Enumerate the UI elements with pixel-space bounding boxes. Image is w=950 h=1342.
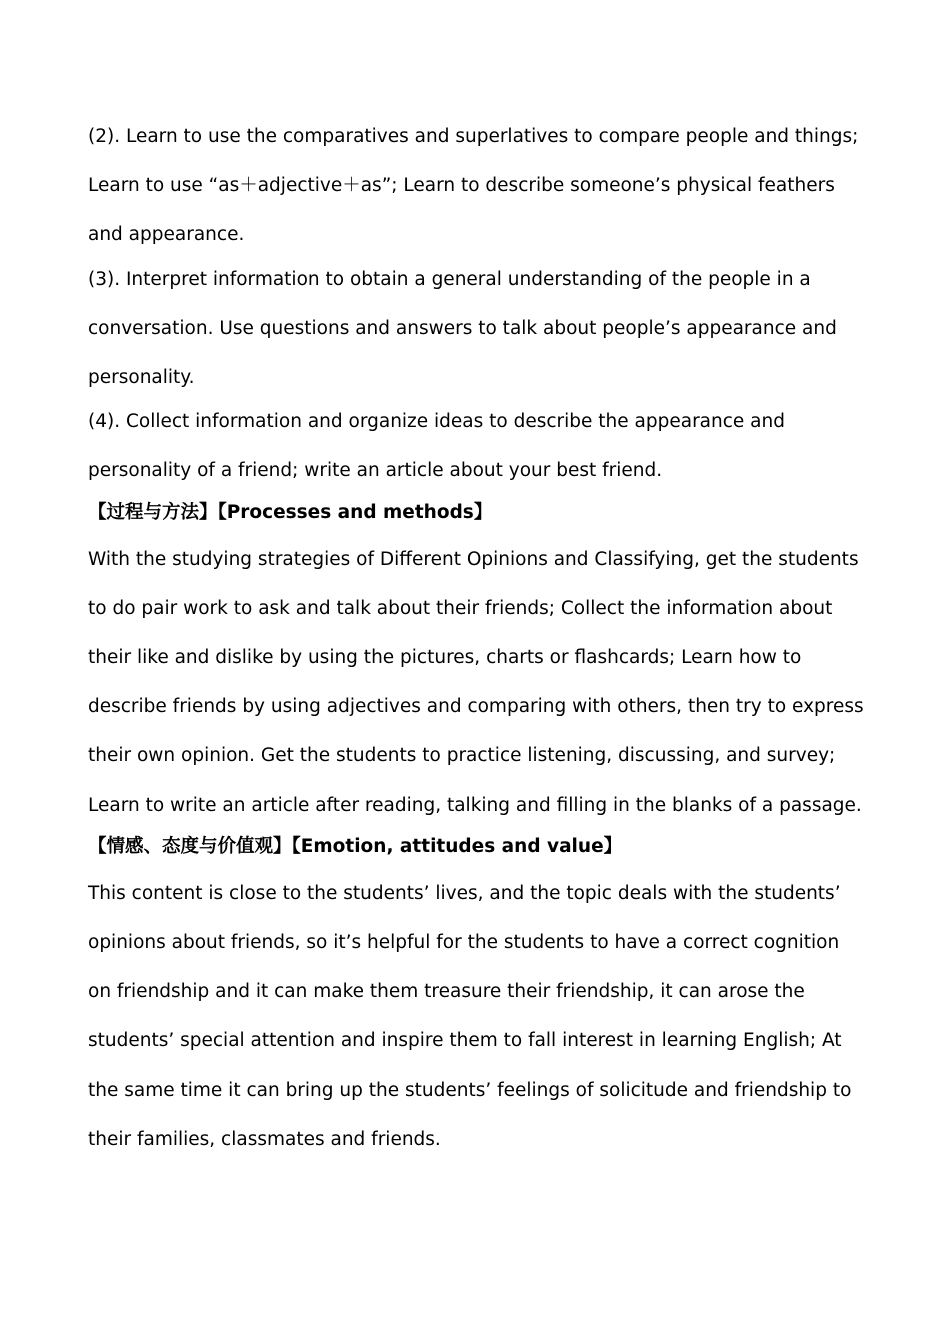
objective-item-4: (4). Collect information and organize ideas to describe the appearance and personality of a friend; write an article about your best friend. xyxy=(88,411,785,482)
objective-item-3: (3). Interpret information to obtain a general understanding of the people in a conversation. Use questions and answers to talk about people’s appearance and personality. xyxy=(88,268,837,389)
objective-item-2: (2). Learn to use the comparatives and superlatives to compare people and things; Learn to use “as＋adjective＋as”; Learn to describe someone’s physical feathers and appearance. xyxy=(88,126,859,246)
emotion-heading: 【情感、态度与价值观】【Emotion, attitudes and value】 xyxy=(88,835,623,857)
processes-body: With the studying strategies of Different Opinions and Classifying, get the students to do pair work to ask and talk about their friends; Collect the information about their like and dislike by using the pictures, charts or flashcards; Learn how to describe friends by using adjectives and comparing with others, then try to express their own opinion. Get the students to practice listening, discussing, and survey; Learn to write an article after reading, talking and filling in the blanks of a passage. xyxy=(88,548,864,816)
processes-heading: 【过程与方法】【Processes and methods】 xyxy=(88,501,493,523)
emotion-body: This content is close to the students’ lives, and the topic deals with the students’ opinions about friends, so it’s helpful for the students to have a correct cognition on friendship and it can make them treasure their friendship, it can arose the students’ special attention and inspire them to fall interest in learning English; At the same time it can bring up the students’ feelings of solicitude and friendship to their families, classmates and friends. xyxy=(88,882,852,1150)
document-page xyxy=(88,112,868,1164)
